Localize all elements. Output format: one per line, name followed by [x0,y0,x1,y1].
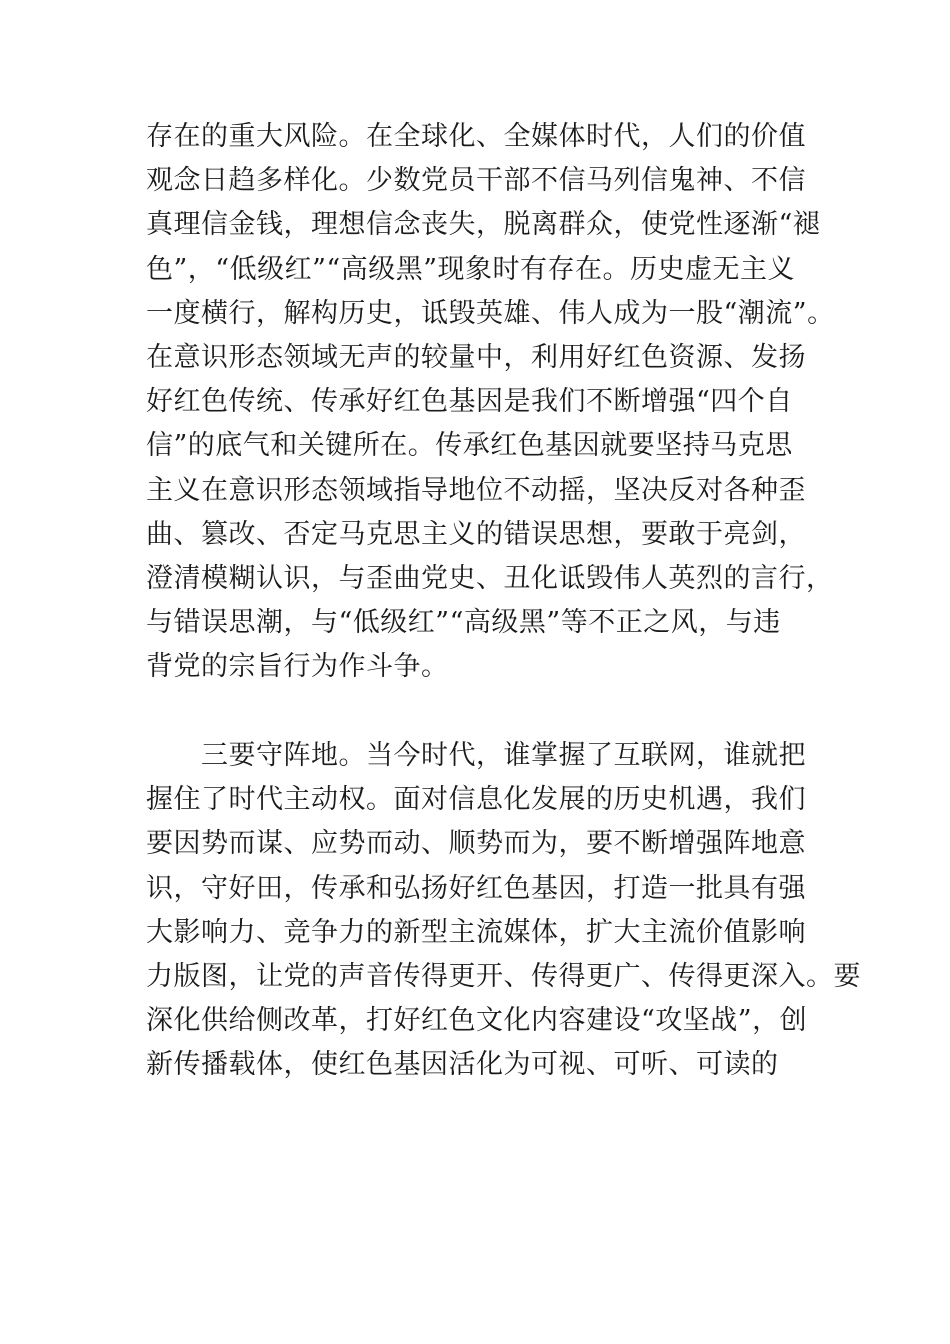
text-line: 观念日趋多样化。少数党员干部不信马列信鬼神、不信 [146,165,806,197]
text-line: 一度横行，解构历史，诋毁英雄、伟人成为一股“潮流”。 [146,297,835,329]
text-line: 曲、篡改、否定马克思主义的错误思想，要敢于亮剑， [146,518,806,550]
text-line: 好红色传统、传承好红色基因是我们不断增强“四个自 [146,386,793,418]
text-line: 握住了时代主动权。面对信息化发展的历史机遇，我们 [146,784,806,816]
text-line: 力版图，让党的声音传得更开、传得更广、传得更深入。要 [146,960,861,992]
text-line: 色”，“低级红”“高级黑”现象时有存在。历史虚无主义 [146,253,796,285]
text-line: 信”的底气和关键所在。传承红色基因就要坚持马克思 [146,430,793,462]
text-line: 深化供给侧改革，打好红色文化内容建设“攻坚战”，创 [146,1005,808,1037]
text-line: 存在的重大风险。在全球化、全媒体时代，人们的价值 [146,121,806,152]
text-line: 三要守阵地。当今时代，谁掌握了互联网，谁就把 [146,740,806,771]
text-line: 在意识形态领域无声的较量中，利用好红色资源、发扬 [146,341,806,373]
paragraph-2 [146,734,861,1088]
text-line: 识，守好田，传承和弘扬好红色基因，打造一批具有强 [146,872,806,904]
text-line: 主义在意识形态领域指导地位不动摇，坚决反对各种歪 [146,474,806,506]
text-line: 背党的宗旨行为作斗争。 [146,651,449,683]
text-line: 与错误思潮，与“低级红”“高级黑”等不正之风，与违 [146,607,781,639]
text-line: 真理信金钱，理想信念丧失，脱离群众，使党性逐渐“褪 [146,209,821,241]
text-line: 大影响力、竞争力的新型主流媒体，扩大主流价值影响 [146,916,806,948]
text-line: 要因势而谋、应势而动、顺势而为，要不断增强阵地意 [146,828,806,860]
paragraph-1 [146,115,835,689]
text-line: 新传播载体，使红色基因活化为可视、可听、可读的 [146,1049,779,1081]
text-line: 澄清模糊认识，与歪曲党史、丑化诋毁伟人英烈的言行， [146,562,834,594]
